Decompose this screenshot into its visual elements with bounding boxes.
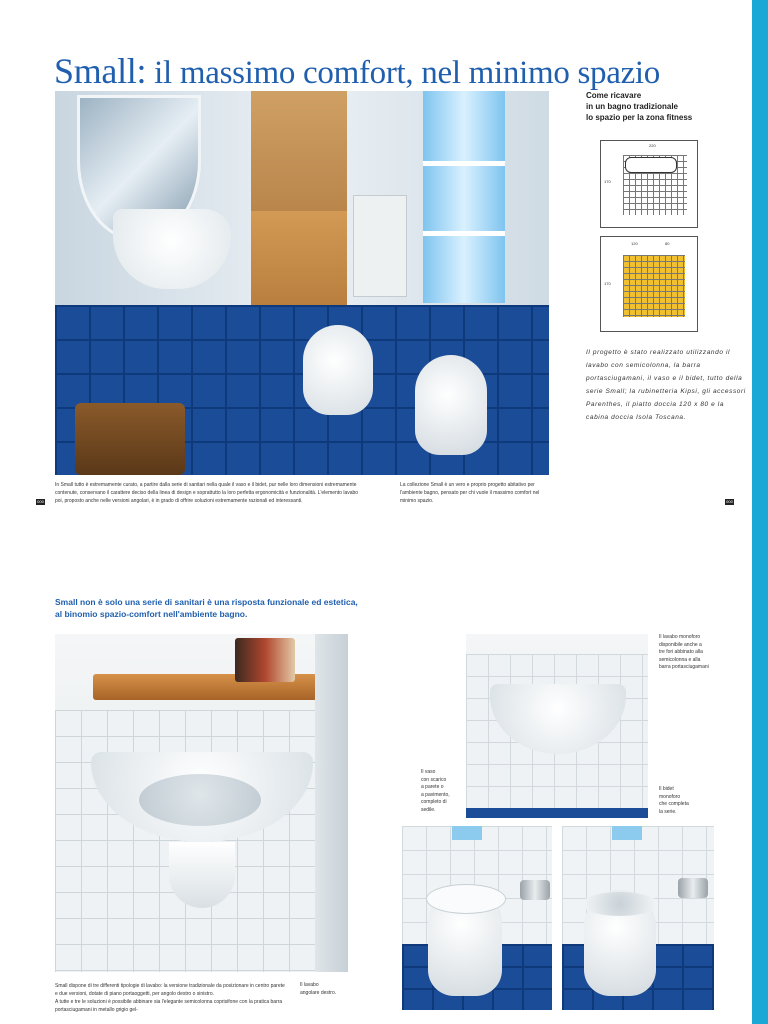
caption-bidet: Il bidet monoforo che completa la serie. [659, 786, 689, 815]
floor-plan-after: 120 80 170 [600, 236, 698, 332]
towel [353, 195, 407, 297]
page-number-right: 000 [726, 499, 733, 504]
wc-photo [402, 826, 552, 1010]
bathtub [625, 157, 677, 173]
towel-holder [678, 878, 708, 898]
section-heading: Small non è solo una serie di sanitari è una risposta funzionale ed estetica, al binomio spazio-comfort nell'ambiente bagno. [55, 597, 358, 619]
basket [75, 403, 185, 475]
sidebar-heading: Come ricavare in un bagno tradizionale lo spazio per la zona fitness [586, 91, 693, 122]
wall-basin-photo [466, 634, 648, 818]
caption-wall-basin: Il lavabo monoforo disponibile anche a tre fori abbinato alla semicolonna e alla barra portasciugamani [659, 634, 709, 670]
window [423, 91, 505, 303]
corner-basin-photo [55, 634, 348, 972]
caption-bottom: Small dispone di tre differenti tipologie di lavabo: la versione tradizionale da posizionare in centro parete e due versioni, dotate di piano portaoggetti, per angolo destro o sinistro. A tutte e tre le soluzioni è possibile abbinare sia l'elegante semicolonna coprisifone con la pratica barra portasciugamani in metallo grigio gel- [55, 983, 285, 1013]
floor-plan-before: 220 170 [600, 140, 698, 228]
bathroom-photo [55, 91, 549, 475]
page-title: Small: il massimo comfort, nel minimo spazio [54, 51, 661, 91]
page-number-left: 000 [37, 499, 44, 504]
bidet-rim [582, 892, 658, 916]
sidebar-description: Il progetto è stato realizzato utilizzando il lavabo con semicolonna, la barra portasciugamani, il vaso e il bidet, tutto della serie Small; la rubinetteria Kipsi, gli accessori Parenthes, il piatto doccia 120 x 80 e la cabina doccia Isola Toscana. [586, 349, 746, 421]
bidet-photo [562, 826, 714, 1010]
semi-pedestal [169, 842, 235, 908]
toilet [415, 355, 487, 455]
bidet [303, 325, 373, 415]
caption-top-left: In Small tutto è estremamente curato, a partire dalla serie di sanitari nella quale il vaso e il bidet, pur nelle loro dimensioni estremamente contenute, conservano il carattere deciso della linea di design e soprattutto la loro perfetta ergonomicità e funzionalità. L'elemento lavabo poi, proposto anche nelle versioni angolari, è in grado di offrire soluzioni estremamente razionali ed interessanti. [55, 482, 359, 504]
doorway [251, 91, 347, 321]
bottles [235, 638, 295, 682]
caption-corner-basin: Il lavabo angolare destro. [300, 982, 337, 996]
accent-stripe [752, 0, 768, 1024]
caption-top-right: La collezione Small è un vero e proprio progetto abitativo per l'ambiente bagno, pensato per chi vuole il massimo comfort nel minimo spazio. [400, 482, 540, 504]
paper-holder [520, 880, 550, 900]
caption-wc: Il vaso con scarico a parete o a pavimento, completo di sedile. [421, 769, 450, 813]
wc-lid [426, 884, 506, 914]
